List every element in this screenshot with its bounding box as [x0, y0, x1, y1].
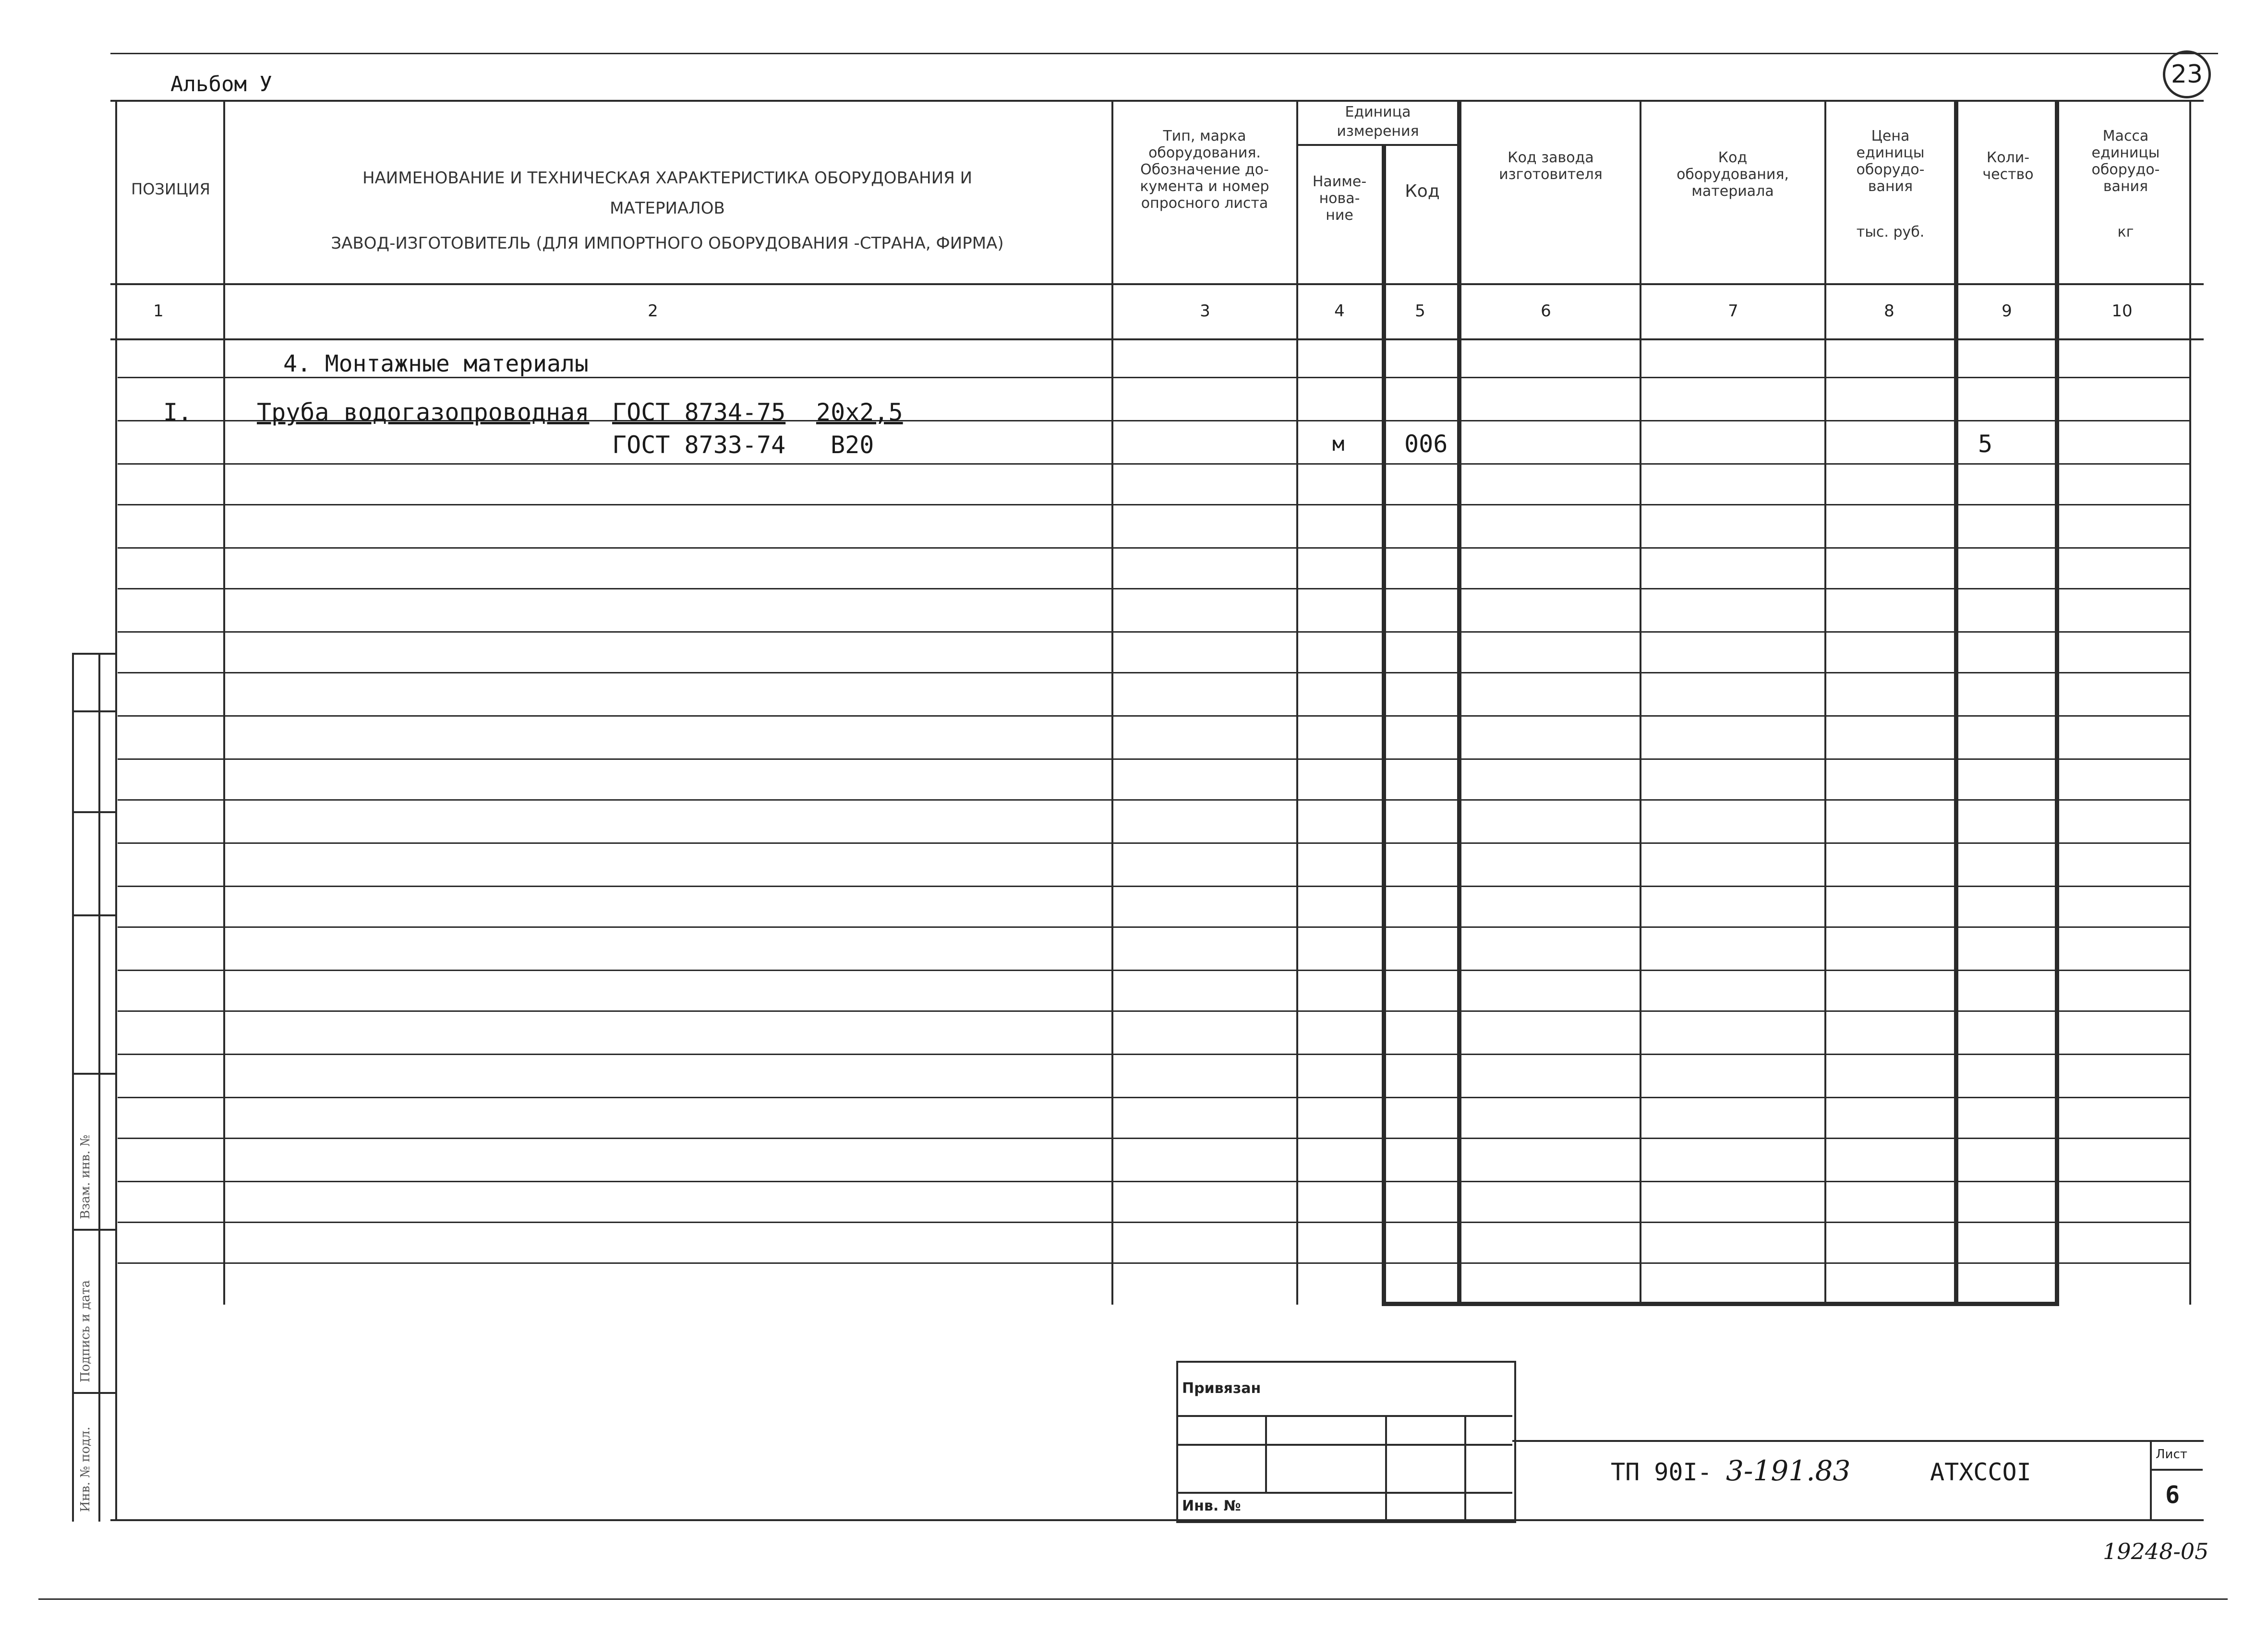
table-row-line	[118, 758, 2189, 760]
header-type-2: оборудования.	[1148, 144, 1261, 161]
header-unit-name-3: ние	[1326, 207, 1353, 224]
header-price-4: вания	[1868, 178, 1913, 195]
stamp-row-1	[1176, 1415, 1512, 1417]
table-row-line	[118, 926, 2189, 928]
stamp-row-2	[1176, 1444, 1512, 1446]
col-number-9: 9	[2002, 301, 2012, 321]
header-unit-group-1: Единица	[1345, 104, 1411, 120]
table-row-line	[118, 970, 2189, 971]
table-row-line	[118, 886, 2189, 887]
table-row-line	[118, 588, 2189, 589]
stamp-doc-top-line	[1512, 1440, 2204, 1442]
table-row-line	[118, 504, 2189, 505]
colnum-bottom-line	[110, 338, 2204, 340]
stamp-col-2	[1385, 1415, 1387, 1519]
page-number-circle: 23	[2163, 50, 2211, 98]
header-price-unit: тыс. руб.	[1856, 224, 1925, 240]
col-line-6	[1640, 100, 1641, 1305]
binding-div-7	[72, 1392, 115, 1394]
frame-top-line	[110, 53, 2218, 54]
header-mass-1: Масса	[2102, 128, 2149, 144]
item-size: 20х2,5	[816, 398, 903, 426]
page-edge-line	[38, 1598, 2228, 1600]
col-number-4: 4	[1334, 301, 1345, 321]
stamp-col-3	[1464, 1415, 1466, 1519]
table-row-line	[118, 631, 2189, 633]
binding-strip-left	[72, 653, 74, 1522]
item-gost-2: ГОСТ 8733-74	[612, 431, 786, 459]
header-price-3: оборудо-	[1856, 161, 1925, 178]
table-row-line	[118, 1054, 2189, 1055]
frame-left-line	[115, 100, 117, 1521]
frame-bottom-line	[110, 1519, 2204, 1521]
binding-div-3	[72, 811, 115, 813]
header-mass-3: оборудо-	[2091, 161, 2160, 178]
item-unit: м	[1332, 432, 1345, 456]
col-line-3	[1296, 100, 1298, 1305]
header-qty-2: чество	[1982, 166, 2034, 183]
table-row-line	[118, 1097, 2189, 1098]
table-row-line	[118, 1262, 2189, 1264]
table-row-line	[118, 1010, 2189, 1012]
stamp-row-3	[1176, 1492, 1512, 1494]
item-quantity: 5	[1978, 430, 1993, 458]
col-line-10	[2189, 100, 2191, 1305]
binding-div-1	[72, 653, 115, 655]
col-line-9	[2055, 100, 2059, 1305]
header-unit-code: Код	[1405, 181, 1440, 201]
section-title: 4. Монтажные материалы	[283, 350, 589, 377]
col-number-1: 1	[153, 301, 164, 321]
sheet-box-mid	[2150, 1469, 2203, 1471]
header-unit-name-1: Наиме-	[1312, 173, 1367, 190]
table-bottom-line	[1382, 1302, 2059, 1306]
stamp-doc-handwritten: 3-191.83	[1726, 1454, 1851, 1487]
header-name-line2: МАТЕРИАЛОВ	[610, 199, 725, 218]
table-top-line	[110, 100, 2204, 102]
binding-div-4	[72, 914, 115, 916]
header-mass-2: единицы	[2091, 144, 2160, 161]
table-row-line	[118, 463, 2189, 465]
header-type-1: Тип, марка	[1163, 128, 1246, 144]
col-line-5	[1457, 100, 1461, 1305]
header-unit-group-2: измерения	[1337, 123, 1419, 140]
header-name-line1: НАИМЕНОВАНИЕ И ТЕХНИЧЕСКАЯ ХАРАКТЕРИСТИКА ОБОРУДОВАНИЯ И	[362, 168, 973, 188]
col-number-2: 2	[648, 301, 658, 321]
item-position: I.	[163, 398, 193, 426]
col-number-8: 8	[1884, 301, 1894, 321]
side-label-replaced-inv: Взам. инв. №	[78, 1135, 93, 1219]
stamp-inv-label: Инв. №	[1182, 1498, 1241, 1514]
col-line-2	[1111, 100, 1113, 1305]
header-equip-code-2: оборудования,	[1677, 166, 1789, 183]
header-factory-code-1: Код завода	[1508, 149, 1594, 166]
table-row-line	[118, 842, 2189, 844]
col-number-3: 3	[1200, 301, 1210, 321]
side-label-signature-date: Подпись и дата	[78, 1280, 93, 1382]
header-equip-code-1: Код	[1718, 149, 1748, 166]
header-price-2: единицы	[1856, 144, 1925, 161]
side-label-inv-original: Инв. № подл.	[78, 1427, 93, 1512]
item-steel: В20	[831, 431, 874, 459]
header-unit-name-2: нова-	[1319, 190, 1360, 207]
table-row-line	[118, 1181, 2189, 1182]
table-row-line	[118, 1222, 2189, 1223]
header-factory-code-2: изготовителя	[1499, 166, 1603, 183]
item-gost-1: ГОСТ 8734-75	[612, 398, 786, 426]
item-name: Труба водогазопроводная	[257, 398, 590, 426]
header-price-1: Цена	[1871, 128, 1910, 144]
sheet-label: Лист	[2156, 1447, 2187, 1462]
stamp-col-1	[1265, 1415, 1267, 1493]
stamp-tied-label: Привязан	[1182, 1380, 1261, 1397]
header-position: ПОЗИЦИЯ	[131, 180, 210, 198]
binding-div-2	[72, 710, 115, 712]
header-equip-code-3: материала	[1691, 183, 1774, 200]
table-row-line	[118, 547, 2189, 549]
header-qty-1: Коли-	[1986, 149, 2030, 166]
col-number-6: 6	[1541, 301, 1551, 321]
col-line-8	[1954, 100, 1958, 1305]
binding-strip-mid	[98, 653, 100, 1522]
item-unit-code: 006	[1404, 430, 1448, 458]
unit-group-line	[1296, 144, 1457, 146]
binding-div-6	[72, 1229, 115, 1231]
header-type-3: Обозначение до-	[1140, 161, 1269, 178]
table-row-line	[118, 1138, 2189, 1139]
header-type-4: кумента и номер	[1140, 178, 1269, 195]
table-row-line	[118, 799, 2189, 801]
table-row-line	[118, 715, 2189, 717]
archive-number: 19248-05	[2103, 1538, 2209, 1564]
header-bottom-line	[110, 283, 2204, 285]
header-type-5: опросного листа	[1141, 195, 1268, 212]
stamp-doc-prefix: ТП 90I-	[1611, 1458, 1712, 1486]
binding-div-5	[72, 1073, 115, 1075]
header-mass-4: вания	[2103, 178, 2148, 195]
header-mass-unit: кг	[2117, 224, 2134, 240]
col-line-1	[223, 100, 225, 1305]
col-number-7: 7	[1728, 301, 1738, 321]
col-line-7	[1824, 100, 1826, 1305]
table-row-line	[118, 672, 2189, 673]
sheet-number: 6	[2165, 1481, 2180, 1509]
col-line-4	[1382, 144, 1386, 1305]
header-name-line3: ЗАВОД-ИЗГОТОВИТЕЛЬ (ДЛЯ ИМПОРТНОГО ОБОРУДОВАНИЯ -СТРАНА, ФИРМА)	[331, 234, 1004, 253]
album-label: Альбом У	[170, 72, 272, 96]
sheet-box-left	[2150, 1440, 2152, 1519]
col-number-5: 5	[1415, 301, 1425, 321]
col-number-10: 10	[2111, 301, 2133, 321]
stamp-doc-code: АТХССОI	[1930, 1458, 2031, 1486]
